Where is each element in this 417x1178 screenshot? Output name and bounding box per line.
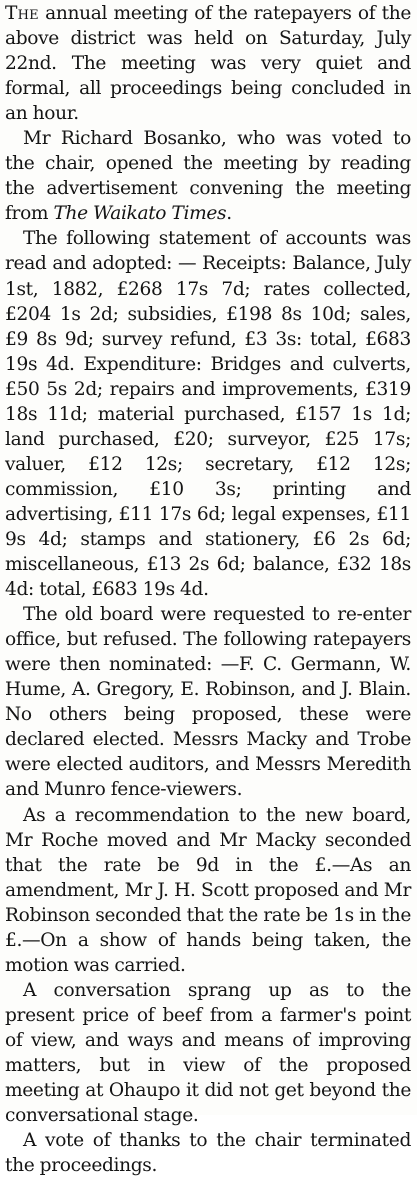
paragraph-nominations: The old board were requested to re-enter office, but refused. The following ratepayers were then nominated: —F. C. Germann, W. Hume, A. Gregory, E. Robinson, and J. Blain. No others being proposed, these were declared elected. Messrs Macky and Trobe were elected auditors, and Messrs Meredith and Munro fence-viewers. — [5, 604, 411, 801]
paragraph-chair — [5, 126, 411, 226]
paragraph-beef-conversation: A conversation sprang up as to the present price of beef from a farmer's point of view, and ways and means of improving matters, but in view of the proposed meeting at Ohaupo it did not get beyond the conversational stage. — [5, 979, 411, 1127]
paragraph-text: annual meeting of the ratepayers of the above district was held on Saturday, July 22nd. The meeting was very quiet and formal, all proceedings being concluded in an hour. — [5, 3, 411, 125]
paragraph-text: . — [226, 203, 232, 225]
paragraph-meeting-summary — [5, 1, 411, 126]
paragraph-accounts-statement: The following statement of accounts was read and adopted: — Receipts: Balance, July 1st, 1882, £268 17s 7d; rates collected, £204 1s 2d; subsidies, £198 8s 10d; sales, £9 8s 9d; survey refund, £3 3s: total, £683 19s 4d. Expenditure: Bridges and culverts, £50 5s 2d; repairs and improvements, £319 18s 11d; material purchased, £157 1s 1d; land purchased, £20; surveyor, £25 17s; valuer, £12 12s; secretary, £12 12s; commission, £10 3s; printing and advertising, £11 17s 6d; legal expenses, £11 9s 4d; stamps and stationery, £6 2s 6d; miscellaneous, £13 2s 6d; balance, £32 18s 4d: total, £683 19s 4d. — [5, 228, 411, 601]
paragraph-vote-of-thanks: A vote of thanks to the chair terminated the proceedings. — [5, 1130, 411, 1177]
paragraph-rate-motion: As a recommendation to the new board, Mr Roche moved and Mr Macky seconded that the rate be 9d in the £.—As an amendment, Mr J. H. Scott proposed and Mr Robinson seconded that the rate be 1s in the £.—On a show of hands being taken, the motion was carried. — [5, 804, 411, 976]
meeting-report-article — [5, 1, 411, 1178]
periodical-title: The Waikato Times — [53, 203, 227, 225]
paragraph-text: Mr Richard Bosanko, who was voted to the chair, opened the meeting by reading the advertisement convening the meeting from — [5, 128, 411, 225]
paragraph-lead-word: The — [5, 3, 39, 24]
